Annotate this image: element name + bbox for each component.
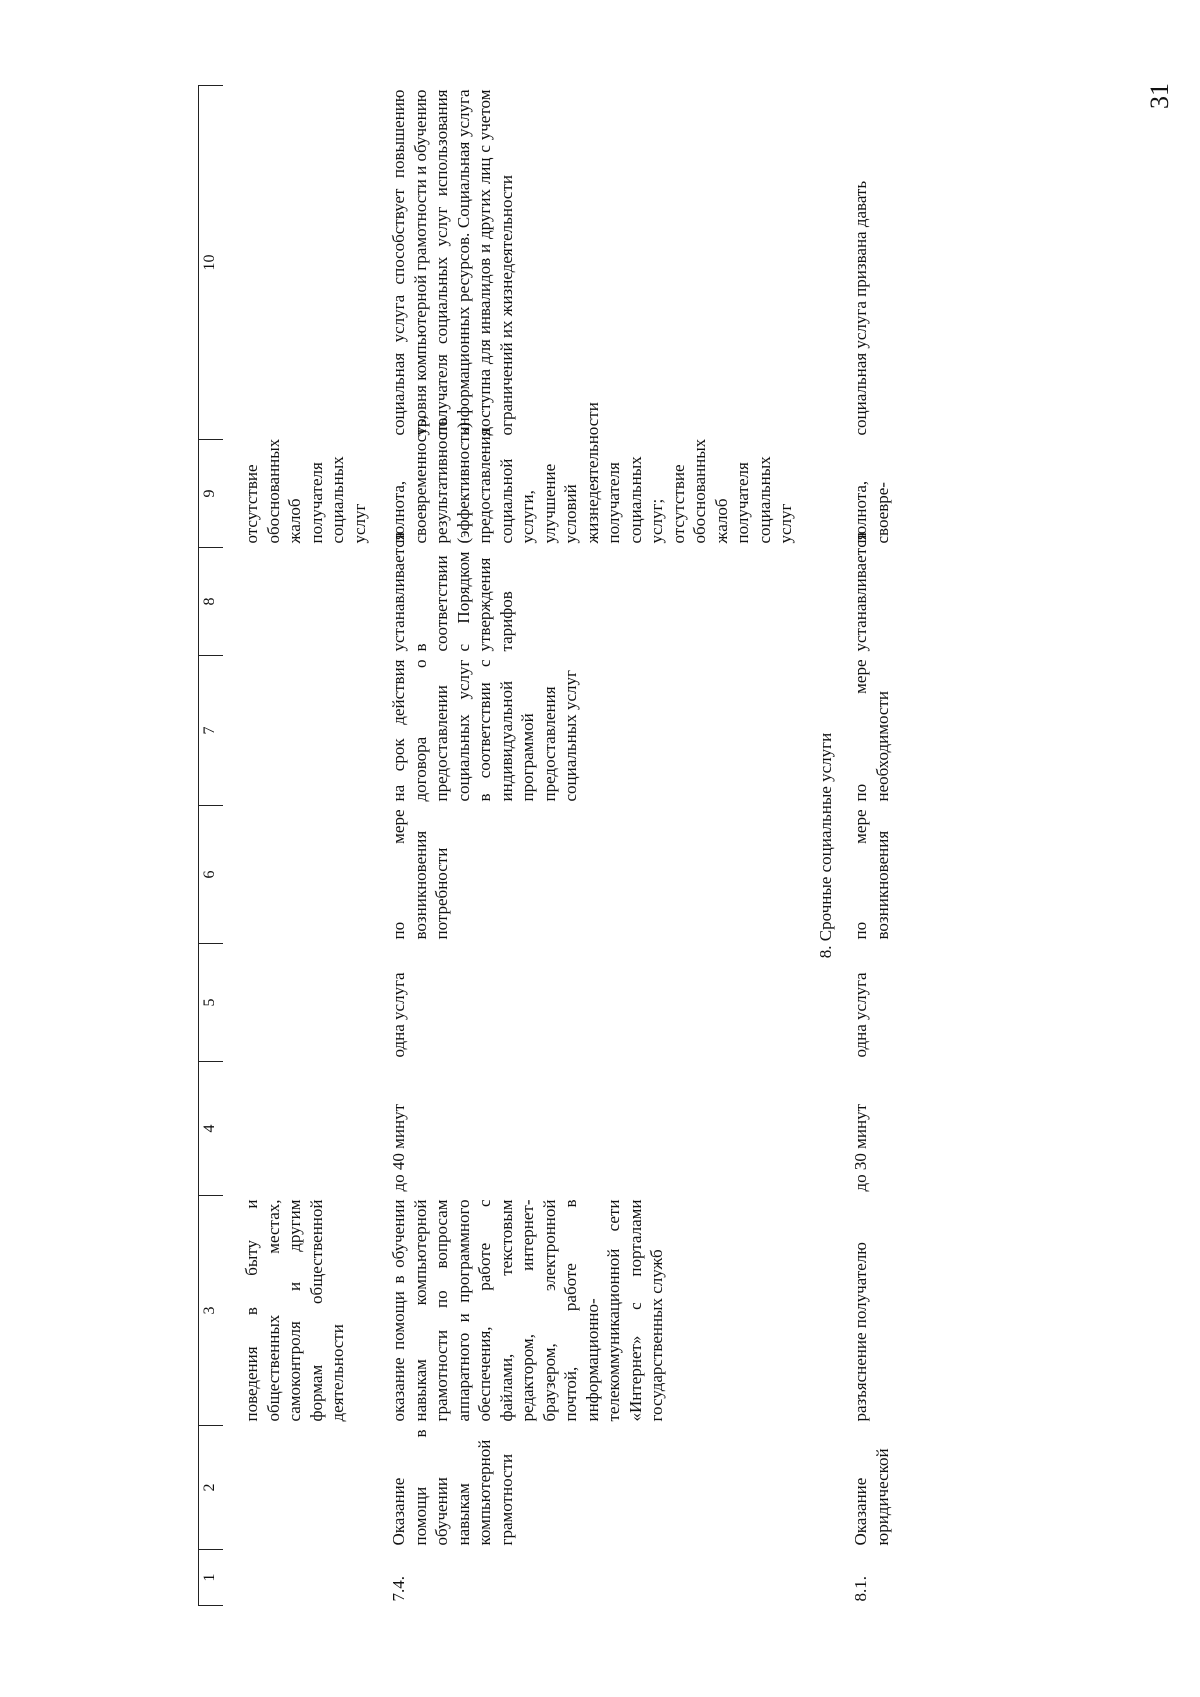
table-row (241, 86, 370, 1606)
table-row (388, 86, 797, 1606)
section-title: 8. Срочные социальные услуги (815, 732, 835, 959)
cell-c7: по мере необходимости (851, 659, 892, 802)
cell-c4 (241, 1062, 370, 1196)
cell-c6: по мере возникновения (851, 809, 892, 940)
col-num-10: 10 (199, 86, 224, 440)
cell-c3: поведения в быту и общественных местах, самоконтроля и другим формам общественной деятельности (242, 1199, 347, 1422)
table-row (850, 86, 893, 1606)
cell-c9: отсутствие обоснованных жалоб получателя социальных услуг (242, 438, 369, 544)
cell-c3: оказание помощи в обучении навыкам компьютерной грамотности по вопросам аппаратного и программного обеспечения, работе с файлами, текстовым редактором, интернет-браузером, электронной почтой, работе в информационно-телекоммуникационной сети «Интернет» с порталами государственных служб (389, 1199, 666, 1422)
col-num-7: 7 (199, 656, 224, 806)
col-num-3: 3 (199, 1196, 224, 1426)
cell-c5: одна услуга (851, 972, 870, 1058)
cell-c4: до 40 минут (389, 1103, 408, 1192)
cell-c1: 7.4. (389, 1576, 408, 1602)
services-table (198, 85, 893, 1606)
section-row (797, 86, 851, 1606)
cell-c2: Оказание помощи в обучении навыкам компьютерной грамотности (389, 1429, 516, 1546)
cell-c8 (241, 548, 370, 656)
cell-c8: устанавливается в соответствии с Порядком утверждения тарифов (389, 532, 516, 652)
cell-c5: одна услуга (389, 972, 408, 1058)
cell-c1 (241, 1550, 370, 1606)
col-num-1: 1 (199, 1550, 224, 1606)
rotated-table-page (198, 86, 978, 1606)
cell-c6 (241, 806, 370, 944)
cell-c9: полнота, своевре- (851, 480, 892, 544)
col-num-4: 4 (199, 1062, 224, 1196)
cell-c5 (241, 944, 370, 1062)
cell-c4: до 30 минут (851, 1103, 870, 1192)
cell-c2: Оказание юридической (851, 1448, 892, 1546)
cell-c7 (241, 656, 370, 806)
cell-c2 (241, 1426, 370, 1550)
cell-c8: устанавливается (851, 532, 870, 652)
column-numbers-row (199, 86, 224, 1606)
cell-c7: на срок действия договора о предоставлении социальных услуг в соответствии с индивидуальной программой предоставления социальных услуг (389, 659, 580, 802)
cell-c10: социальная услуга способствует повышению уровня компьютерной грамотности и обучению получателя социальных услуг использования информационных ресурсов. Социальная услуга доступна для инвалидов и других лиц с учетом ограничений их жизнедеятельности (389, 89, 516, 436)
page-number: 31 (1145, 83, 1174, 109)
col-num-6: 6 (199, 806, 224, 944)
col-num-5: 5 (199, 944, 224, 1062)
cell-c1: 8.1. (851, 1576, 870, 1602)
cell-c3: разъяснение получателю (851, 1242, 870, 1422)
cell-c10 (241, 86, 370, 440)
cell-c10: социальная услуга призвана давать (851, 180, 870, 436)
cell-c6: по мере возникновения потребности (389, 809, 451, 940)
col-num-2: 2 (199, 1426, 224, 1550)
cell-c9: полнота, своевременность, результативность (эффективность) предоставления социальной услуги, улучшение условий жизнедеятельности получателя социальных услуг; отсутствие обоснованных жалоб получателя социальных услуг (389, 402, 795, 544)
col-num-8: 8 (199, 548, 224, 656)
col-num-9: 9 (199, 440, 224, 548)
